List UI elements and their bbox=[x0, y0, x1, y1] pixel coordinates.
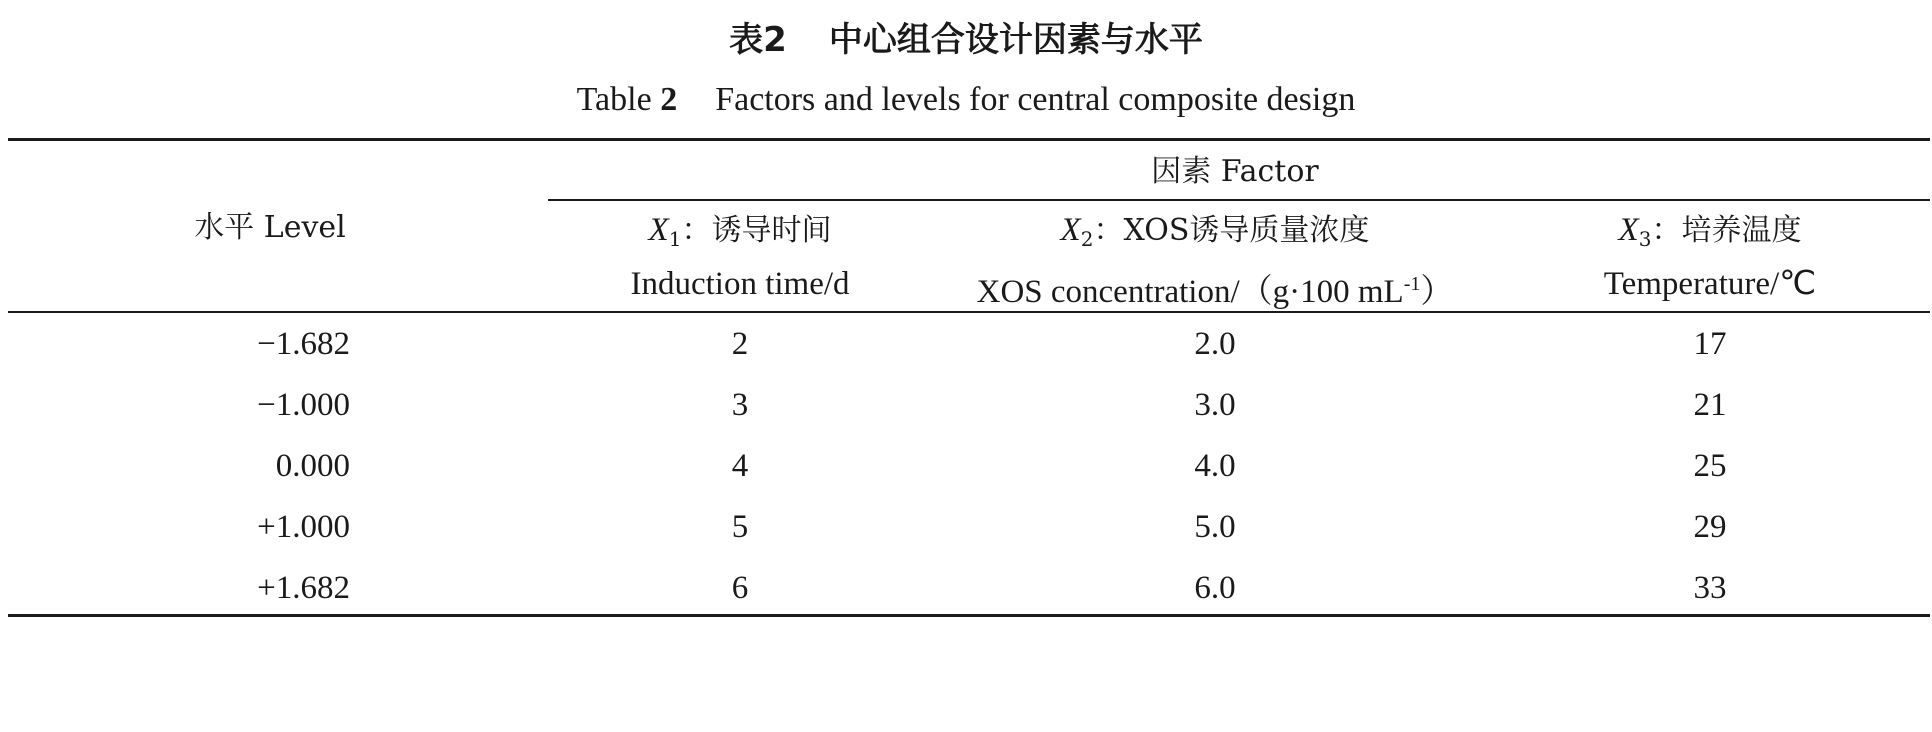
cell-x3: 29 bbox=[1693, 509, 1727, 545]
cell-x2: 6.0 bbox=[1194, 570, 1236, 606]
factor-cn: ：培养温度 bbox=[1651, 213, 1802, 248]
factor-sub: 3 bbox=[1638, 227, 1652, 251]
header-factor-group: 因素 Factor bbox=[1151, 154, 1319, 189]
header-level: 水平 Level bbox=[194, 210, 346, 245]
cell-level: 0.000 bbox=[275, 448, 350, 484]
header-factor-x2 bbox=[950, 210, 1480, 259]
cell-x3: 17 bbox=[1693, 326, 1727, 362]
header-factor-x2-en bbox=[950, 264, 1480, 312]
factor-var: X bbox=[648, 212, 669, 248]
factor-en-pre: XOS concentration/（g·100 mL bbox=[976, 274, 1404, 310]
bottom-rule bbox=[8, 614, 1930, 617]
cell-x1: 5 bbox=[731, 509, 749, 545]
factor-sub: 2 bbox=[1080, 227, 1094, 251]
cell-x1: 4 bbox=[731, 448, 749, 484]
caption-en-text: Factors and levels for central composite design bbox=[715, 81, 1356, 118]
factor-sub: 1 bbox=[668, 227, 682, 251]
header-factor-x1 bbox=[570, 210, 910, 259]
caption-en-label: Table bbox=[576, 81, 652, 118]
table-caption-cn bbox=[0, 18, 1932, 62]
header-factor-x1-en: Induction time/d bbox=[630, 266, 850, 302]
cell-x1: 6 bbox=[731, 570, 749, 606]
cell-level: +1.682 bbox=[257, 570, 350, 606]
factor-subrule bbox=[548, 199, 1930, 201]
factor-en-post: ） bbox=[1420, 274, 1454, 310]
cell-x2: 3.0 bbox=[1194, 387, 1236, 423]
caption-cn-text: 中心组合设计因素与水平 bbox=[828, 20, 1203, 60]
cell-level: −1.682 bbox=[257, 326, 350, 362]
factor-cn: ：XOS诱导质量浓度 bbox=[1093, 213, 1370, 248]
cell-x2: 5.0 bbox=[1194, 509, 1236, 545]
header-factor-x3-en: Temperature/℃ bbox=[1603, 266, 1817, 302]
cell-x3: 21 bbox=[1693, 387, 1727, 423]
cell-level: −1.000 bbox=[257, 387, 350, 423]
factor-en-sup: -1 bbox=[1403, 273, 1421, 295]
caption-en-number: 2 bbox=[660, 81, 678, 118]
cell-x1: 2 bbox=[731, 326, 749, 362]
cell-x3: 33 bbox=[1693, 570, 1727, 606]
factor-cn: ：诱导时间 bbox=[681, 213, 832, 248]
cell-level: +1.000 bbox=[257, 509, 350, 545]
cell-x2: 2.0 bbox=[1194, 326, 1236, 362]
caption-cn-label: 表2 bbox=[729, 20, 787, 60]
header-factor-x3 bbox=[1540, 210, 1880, 259]
cell-x2: 4.0 bbox=[1194, 448, 1236, 484]
table-caption-en bbox=[0, 78, 1932, 122]
cell-x3: 25 bbox=[1693, 448, 1727, 484]
cell-x1: 3 bbox=[731, 387, 749, 423]
factor-var: X bbox=[1618, 212, 1639, 248]
factor-var: X bbox=[1060, 212, 1081, 248]
top-rule bbox=[8, 138, 1930, 141]
